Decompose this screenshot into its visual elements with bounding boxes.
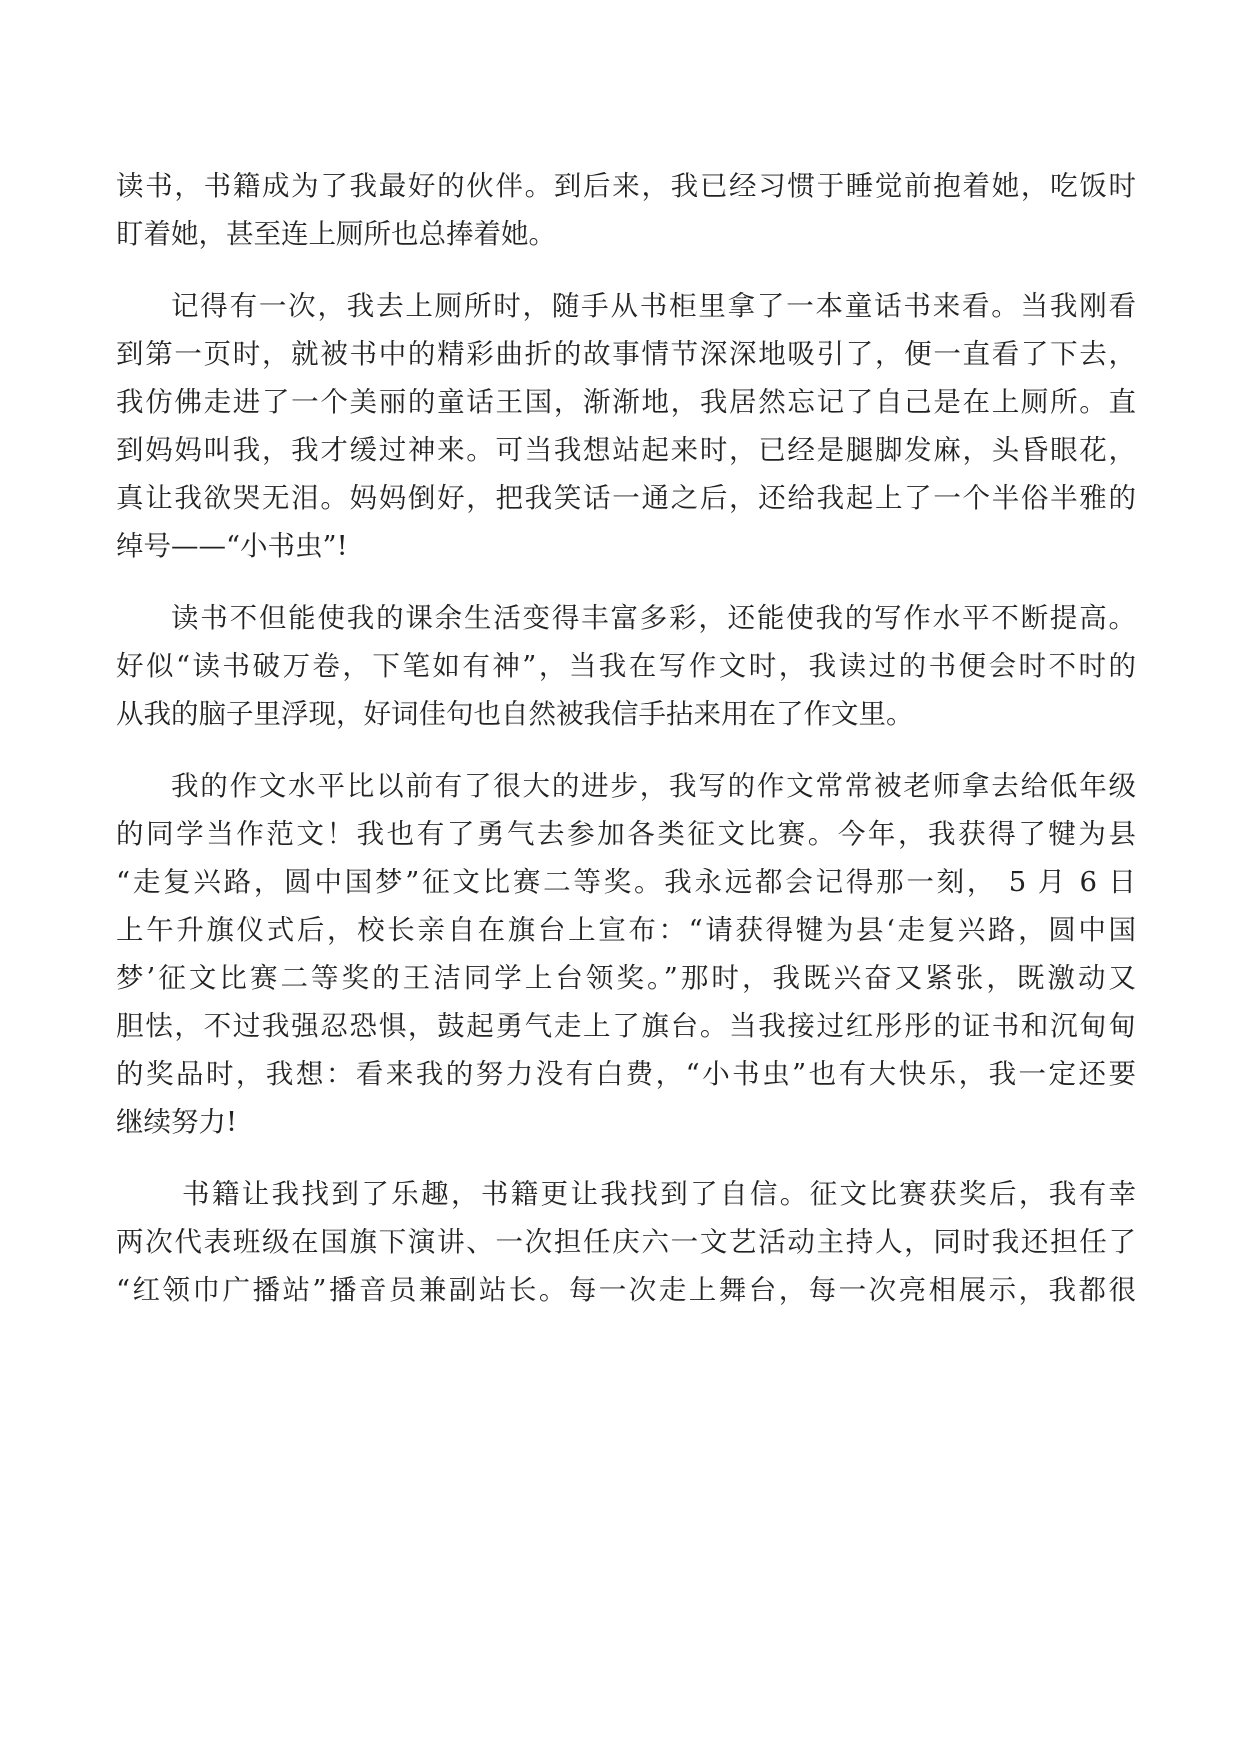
text-line: 书籍让我找到了乐趣，书籍更让我找到了自信。征文比赛获奖后，我有幸 xyxy=(182,1178,1136,1210)
text-line: 从我的脑子里浮现，好词佳句也自然被我信手拈来用在了作文里。 xyxy=(116,698,914,730)
text-line: 好似“读书破万卷，下笔如有神”，当我在写作文时，我读过的书便会时不时的 xyxy=(116,650,1136,682)
text-line: 上午升旗仪式后，校长亲自在旗台上宣布：“请获得犍为县‘走复兴路，圆中国 xyxy=(116,914,1136,946)
text-line: “红领巾广播站”播音员兼副站长。每一次走上舞台，每一次亮相展示，我都很 xyxy=(116,1274,1136,1306)
text-line: 读书不但能使我的课余生活变得丰富多彩，还能使我的写作水平不断提高。 xyxy=(171,602,1136,634)
text-line: 的奖品时，我想：看来我的努力没有白费，“小书虫”也有大快乐，我一定还要 xyxy=(116,1058,1136,1090)
text-line: 我仿佛走进了一个美丽的童话王国，渐渐地，我居然忘记了自己是在上厕所。直 xyxy=(116,386,1136,418)
paragraph-5 xyxy=(116,1170,1136,1314)
text-line: 两次代表班级在国旗下演讲、一次担任庆六一文艺活动主持人，同时我还担任了 xyxy=(116,1226,1136,1258)
paragraph-1 xyxy=(116,162,1136,258)
text-line: “走复兴路，圆中国梦”征文比赛二等奖。我永远都会记得那一刻， 5 月 6 日 xyxy=(116,866,1136,898)
text-line: 到第一页时，就被书中的精彩曲折的故事情节深深地吸引了，便一直看了下去， xyxy=(116,338,1136,370)
text-line: 的同学当作范文！我也有了勇气去参加各类征文比赛。今年，我获得了犍为县 xyxy=(116,818,1136,850)
text-line: 我的作文水平比以前有了很大的进步，我写的作文常常被老师拿去给低年级 xyxy=(171,770,1136,802)
text-line: 真让我欲哭无泪。妈妈倒好，把我笑话一通之后，还给我起上了一个半俗半雅的 xyxy=(116,482,1136,514)
text-line: 胆怯，不过我强忍恐惧，鼓起勇气走上了旗台。当我接过红彤彤的证书和沉甸甸 xyxy=(116,1010,1136,1042)
text-line: 盯着她，甚至连上厕所也总捧着她。 xyxy=(116,218,556,250)
paragraph-4 xyxy=(116,762,1136,1146)
text-line: 绰号——“小书虫”! xyxy=(116,530,348,562)
text-line: 继续努力! xyxy=(116,1106,238,1138)
paragraph-2 xyxy=(116,282,1136,570)
text-line: 梦’征文比赛二等奖的王洁同学上台领奖。”那时，我既兴奋又紧张，既激动又 xyxy=(116,962,1136,994)
text-line: 记得有一次，我去上厕所时，随手从书柜里拿了一本童话书来看。当我刚看 xyxy=(171,290,1136,322)
text-line: 到妈妈叫我，我才缓过神来。可当我想站起来时，已经是腿脚发麻，头昏眼花， xyxy=(116,434,1136,466)
body-text xyxy=(116,162,1136,1314)
paragraph-3 xyxy=(116,594,1136,738)
text-line: 读书，书籍成为了我最好的伙伴。到后来，我已经习惯于睡觉前抱着她，吃饭时 xyxy=(116,170,1136,202)
